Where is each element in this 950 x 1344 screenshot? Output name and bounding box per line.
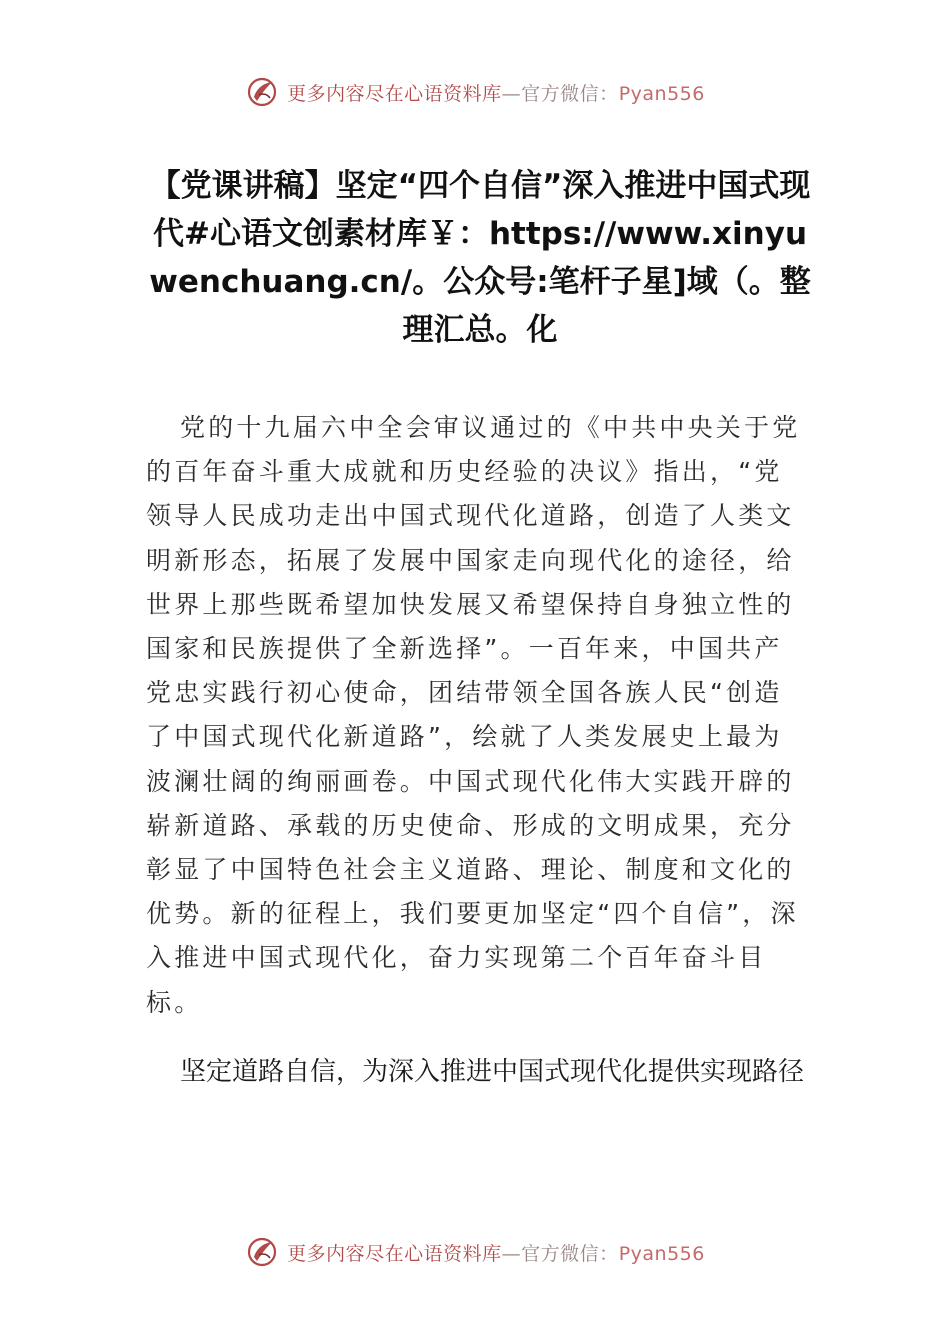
banner-wechat-label: 官方微信： (521, 1242, 619, 1265)
header-banner (0, 72, 950, 112)
brand-logo-icon (245, 75, 279, 109)
banner-brand-text: 更多内容尽在心语资料库 (287, 82, 502, 105)
body-paragraph: 党的十九届六中全会审议通过的《中共中央关于党的百年奋斗重大成就和历史经验的决议》指出，“党领导人民成功走出中国式现代化道路，创造了人类文明新形态，拓展了发展中国家走向现代化的途径，给世界上那些既希望加快发展又希望保持自身独立性的国家和民族提供了全新选择”。一百年来，中国共产党忠实践行初心使命，团结带领全国各族人民“创造了中国式现代化新道路”，绘就了人类发展史上最为波澜壮阔的绚丽画卷。中国式现代化伟大实践开辟的崭新道路、承载的历史使命、形成的文明成果，充分彰显了中国特色社会主义道路、理论、制度和文化的优势。新的征程上，我们要更加坚定“四个自信”，深入推进中国式现代化，奋力实现第二个百年奋斗目标。 (146, 413, 801, 1017)
banner-separator: — (501, 1242, 522, 1265)
banner-wechat-id: Pyan556 (618, 1242, 705, 1265)
banner-caption (287, 79, 705, 106)
banner-separator: — (501, 82, 522, 105)
footer-banner (0, 1232, 950, 1272)
document-title: 【党课讲稿】坚定“四个自信”深入推进中国式现代#心语文创素材库￥：https://www.xinyuwenchuang.cn/。公众号:笔杆子星]域（。整理汇总。化 (149, 168, 811, 348)
brand-logo-icon (245, 1235, 279, 1269)
section-heading: 坚定道路自信，为深入推进中国式现代化提供实现路径 (180, 1057, 805, 1087)
banner-wechat-label: 官方微信： (521, 82, 619, 105)
banner-wechat-id: Pyan556 (618, 82, 705, 105)
banner-brand-text: 更多内容尽在心语资料库 (287, 1242, 502, 1265)
banner-caption (287, 1239, 705, 1266)
